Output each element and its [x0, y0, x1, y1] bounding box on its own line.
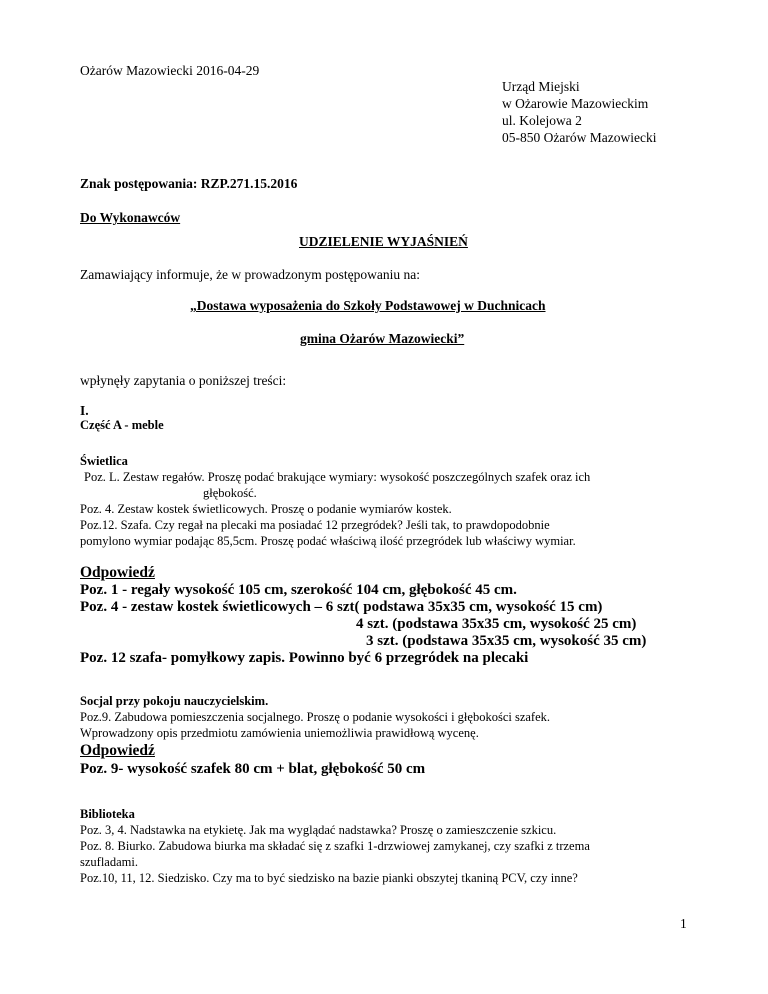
reference-number: Znak postępowania: RZP.271.15.2016 — [80, 176, 298, 191]
question-text: Poz.9. Zabudowa pomieszczenia socjalnego. Proszę o podanie wysokości i głębokości szafek. — [80, 710, 551, 724]
answer-text: Poz. 9- wysokość szafek 80 cm + blat, głębokość 50 cm — [80, 761, 426, 777]
answer-text: Poz. 4 - zestaw kostek świetlicowych – 6 szt( podstawa 35x35 cm, wysokość 15 cm) — [80, 599, 603, 615]
question-text: pomylono wymiar podając 85,5cm. Proszę podać właściwą ilość przegródek lub właściwy wymiar. — [80, 534, 576, 548]
page-number: 1 — [680, 916, 687, 931]
intro-text: Zamawiający informuje, że w prowadzonym postępowaniu na: — [80, 267, 421, 282]
address-line: 05-850 Ożarów Mazowiecki — [502, 130, 657, 145]
answer-text: Poz. 12 szafa- pomyłkowy zapis. Powinno być 6 przegródek na plecaki — [80, 650, 529, 666]
answer-heading: Odpowiedź — [80, 742, 155, 759]
question-text: Poz. 3, 4. Nadstawka na etykietę. Jak ma wyglądać nadstawka? Proszę o zamieszczenie szkicu. — [80, 823, 557, 837]
question-text: głębokość. — [203, 486, 257, 500]
biblioteka-heading: Biblioteka — [80, 807, 135, 821]
subject-line-1: „Dostawa wyposażenia do Szkoły Podstawowej w Duchnicach — [190, 298, 546, 313]
answer-text: Poz. 1 - regały wysokość 105 cm, szerokość 104 cm, głębokość 45 cm. — [80, 582, 517, 598]
answer-text: 4 szt. (podstawa 35x35 cm, wysokość 25 cm) — [356, 616, 637, 632]
question-text: Poz. L. Zestaw regałów. Proszę podać brakujące wymiary: wysokość poszczególnych szafek oraz ich — [84, 470, 591, 484]
question-text: Wprowadzony opis przedmiotu zamówienia uniemożliwia prawidłową wycenę. — [80, 726, 479, 740]
question-text: Poz. 8. Biurko. Zabudowa biurka ma składać się z szafki 1-drzwiowej zamykanej, czy szafki z trzema — [80, 839, 590, 853]
swietlica-heading: Świetlica — [80, 454, 128, 468]
question-text: Poz.10, 11, 12. Siedzisko. Czy ma to być siedzisko na bazie pianki obszytej tkaniną PCV, czy inne? — [80, 871, 578, 885]
document-title: UDZIELENIE WYJAŚNIEŃ — [299, 234, 468, 249]
question-text: szufladami. — [80, 855, 138, 869]
received-text: wpłynęły zapytania o poniższej treści: — [80, 373, 287, 388]
address-line: w Ożarowie Mazowieckim — [502, 96, 649, 111]
question-text: Poz.12. Szafa. Czy regał na plecaki ma posiadać 12 przegródek? Jeśli tak, to prawdopodobnie — [80, 518, 550, 532]
address-line: ul. Kolejowa 2 — [502, 113, 582, 128]
section-number: I. — [80, 403, 89, 418]
recipient-address — [502, 78, 656, 146]
section-title: Część A - meble — [80, 418, 164, 432]
answer-text: 3 szt. (podstawa 35x35 cm, wysokość 35 cm) — [366, 633, 647, 649]
address-line: Urząd Miejski — [502, 79, 580, 94]
addressee: Do Wykonawców — [80, 210, 181, 225]
socjal-heading: Socjal przy pokoju nauczycielskim. — [80, 694, 269, 708]
answer-heading: Odpowiedź — [80, 564, 155, 581]
question-text: Poz. 4. Zestaw kostek świetlicowych. Proszę o podanie wymiarów kostek. — [80, 502, 452, 516]
place-date: Ożarów Mazowiecki 2016-04-29 — [80, 63, 260, 78]
subject-line-2: gmina Ożarów Mazowiecki” — [300, 331, 465, 346]
